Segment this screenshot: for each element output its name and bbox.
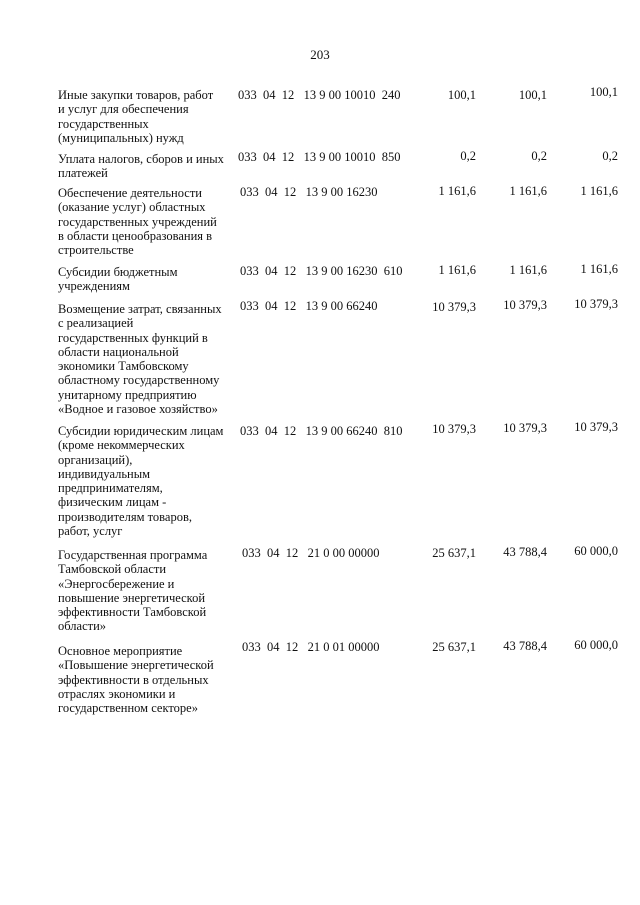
value-year-2: 43 788,4 [503,545,547,559]
row-name: Уплата налогов, сборов и иных платежей [58,152,224,181]
value-year-1: 25 637,1 [432,546,476,560]
value-year-3: 60 000,0 [574,638,618,652]
row-name: Государственная программа Тамбовской области «Энергосбережение и повышение энергетической эффективности Тамбовской области» [58,548,208,634]
value-year-3: 10 379,3 [574,420,618,434]
value-year-2: 1 161,6 [509,184,547,198]
row-code: 033 04 12 21 0 01 00000 [242,640,380,654]
value-year-1: 100,1 [447,88,476,102]
row-name: Основное мероприятие «Повышение энергетической эффективности в отдельных отраслях экономики и государственном секторе» [58,644,214,716]
row-code: 033 04 12 13 9 00 10010 850 [238,150,401,164]
row-code: 033 04 12 13 9 00 16230 610 [240,264,403,278]
value-year-1: 1 161,6 [438,184,476,198]
row-name: Иные закупки товаров, работ и услуг для обеспечения государственных (муниципальных) нужд [58,88,214,145]
value-year-3: 10 379,3 [574,297,618,311]
value-year-3: 1 161,6 [580,262,618,276]
value-year-3: 60 000,0 [574,544,618,558]
value-year-1: 25 637,1 [432,640,476,654]
row-code: 033 04 12 13 9 00 10010 240 [238,88,401,102]
value-year-3: 1 161,6 [580,184,618,198]
value-year-2: 100,1 [518,88,547,102]
row-code: 033 04 12 13 9 00 66240 810 [240,424,403,438]
value-year-3: 100,1 [589,85,618,99]
value-year-3: 0,2 [602,149,618,163]
value-year-2: 43 788,4 [503,639,547,653]
row-name: Субсидии юридическим лицам (кроме некоммерческих организаций), индивидуальным предпринимателям, физическим лицам - производителям товаров, работ, услуг [58,424,224,539]
value-year-1: 0,2 [460,149,476,163]
value-year-2: 10 379,3 [503,421,547,435]
value-year-2: 10 379,3 [503,298,547,312]
value-year-2: 0,2 [531,149,547,163]
row-code: 033 04 12 21 0 00 00000 [242,546,380,560]
value-year-2: 1 161,6 [509,263,547,277]
value-year-1: 10 379,3 [432,300,476,314]
row-name: Обеспечение деятельности (оказание услуг) областных государственных учреждений в области ценообразования в строительстве [58,186,217,258]
row-code: 033 04 12 13 9 00 66240 [240,299,378,313]
row-name: Возмещение затрат, связанных с реализацией государственных функций в области национальной экономики Тамбовскому областному государственному унитарному предприятию «Водное и газовое хозяйство» [58,302,222,417]
row-code: 033 04 12 13 9 00 16230 [240,185,378,199]
value-year-1: 10 379,3 [432,422,476,436]
value-year-1: 1 161,6 [438,263,476,277]
row-name: Субсидии бюджетным учреждениям [58,265,178,294]
page-number: 203 [310,47,330,62]
